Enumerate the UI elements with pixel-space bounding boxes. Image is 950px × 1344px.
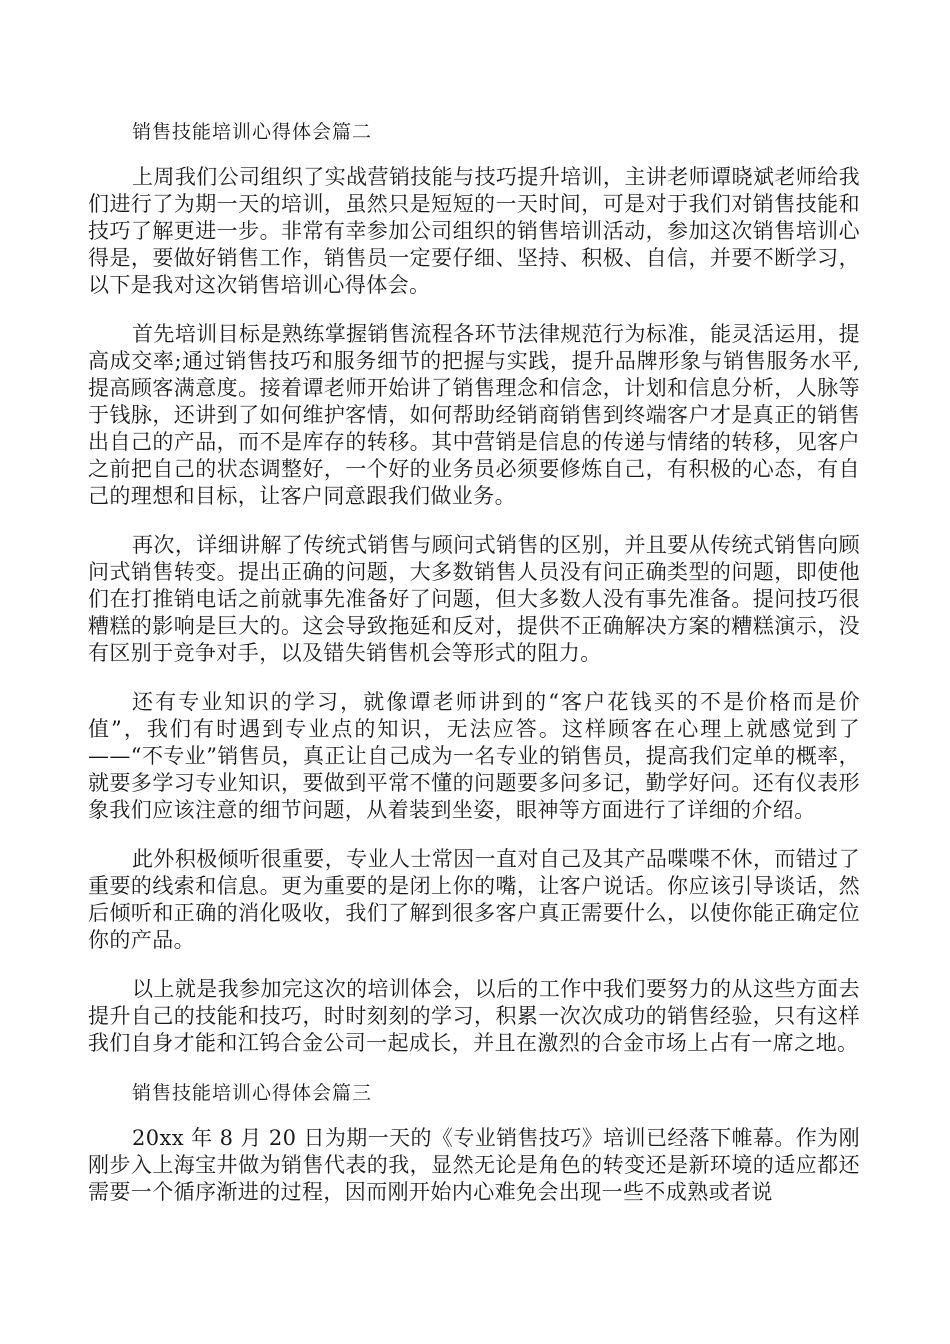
paragraph: 20xx 年 8 月 20 日为期一天的《专业销售技巧》培训已经落下帷幕。作为刚刚步入上海宝井做为销售代表的我，显然无论是角色的转变还是新环境的适应都还需要一个循序渐进的过程，因而刚开始内心难免会出现一些不成熟或者说 (88, 1126, 860, 1204)
paragraph: 此外积极倾听很重要，专业人士常因一直对自己及其产品喋喋不休，而错过了重要的线索和信息。更为重要的是闭上你的嘴，让客户说话。你应该引导谈话，然后倾听和正确的消化吸收，我们了解到很多客户真正需要什么，以使你能正确定位你的产品。 (88, 847, 860, 952)
paragraph: 上周我们公司组织了实战营销技能与技巧提升培训，主讲老师谭晓斌老师给我们进行了为期一天的培训，虽然只是短短的一天时间，可是对于我们对销售技能和技巧了解更进一步。非常有幸参加公司组织的销售培训活动，参加这次销售培训心得是，要做好销售工作，销售员一定要仔细、坚持、积极、自信，并要不断学习，以下是我对这次销售培训心得体会。 (88, 165, 860, 297)
document-page (88, 118, 860, 1228)
paragraph: 再次，详细讲解了传统式销售与顾问式销售的区别，并且要从传统式销售向顾问式销售转变。提出正确的问题，大多数销售人员没有问正确类型的问题，即使他们在打推销电话之前就事先准备好了问题，但大多数人没有事先准备。提问技巧很糟糕的影响是巨大的。这会导致拖延和反对，提供不正确解决方案的糟糕演示，没有区别于竞争对手，以及错失销售机会等形式的阻力。 (88, 533, 860, 665)
paragraph: 还有专业知识的学习，就像谭老师讲到的“客户花钱买的不是价格而是价值”，我们有时遇到专业点的知识，无法应答。这样顾客在心理上就感觉到了——“不专业”销售员，真正让自己成为一名专业的销售员，提高我们定单的概率，就要多学习专业知识，要做到平常不懂的问题要多问多记，勤学好问。还有仪表形象我们应该注意的细节问题，从着装到坐姿，眼神等方面进行了详细的介绍。 (88, 690, 860, 822)
section-title-part3: 销售技能培训心得体会篇三 (132, 1082, 373, 1104)
paragraph: 以上就是我参加完这次的培训体会，以后的工作中我们要努力的从这些方面去提升自己的技能和技巧，时时刻刻的学习，积累一次次成功的销售经验，只有这样我们自身才能和江钨合金公司一起成长，并且在激烈的合金市场上占有一席之地。 (88, 977, 860, 1055)
paragraph: 首先培训目标是熟练掌握销售流程各环节法律规范行为标准，能灵活运用，提高成交率;通过销售技巧和服务细节的把握与实践，提升品牌形象与销售服务水平,提高顾客满意度。接着谭老师开始讲了销售理念和信念，计划和信息分析，人脉等于钱脉，还讲到了如何维护客情，如何帮助经销商销售到终端客户才是真正的销售出自己的产品，而不是库存的转移。其中营销是信息的传递与情绪的转移，见客户之前把自己的状态调整好，一个好的业务员必须要修炼自己，有积极的心态，有自己的理想和目标，让客户同意跟我们做业务。 (88, 322, 860, 508)
section-title-part2: 销售技能培训心得体会篇二 (132, 121, 373, 143)
